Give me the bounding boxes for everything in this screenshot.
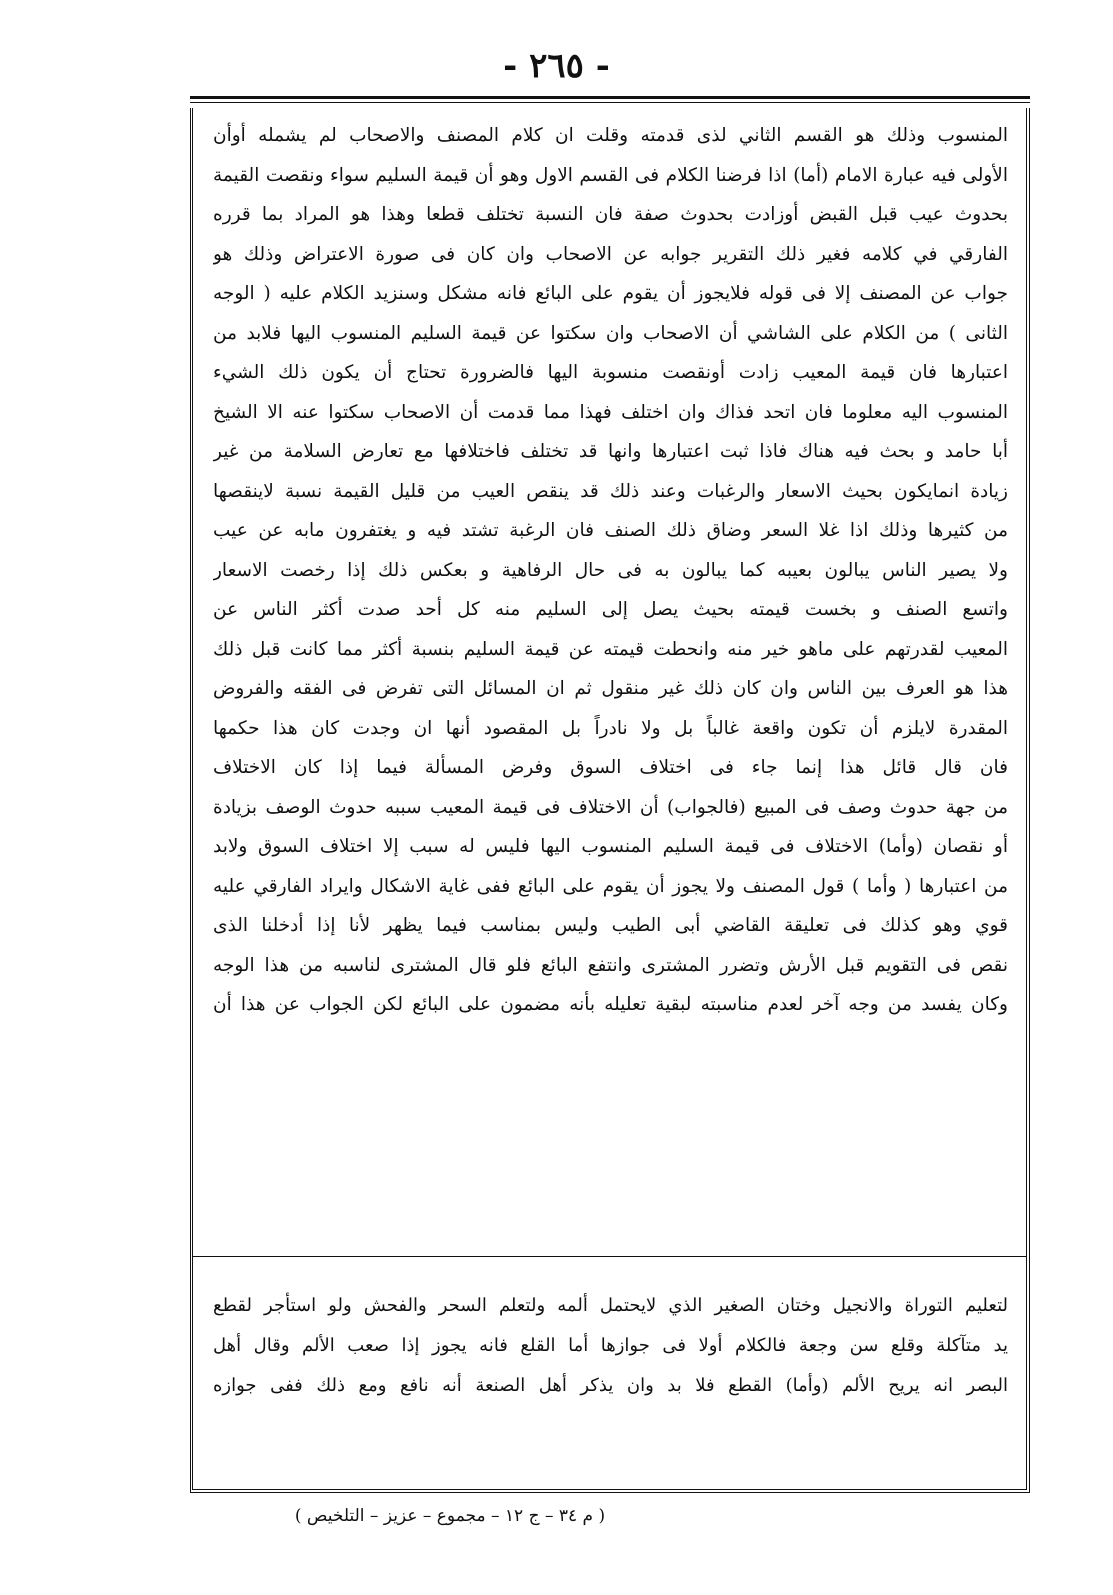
footnote-block xyxy=(213,1286,1008,1406)
main-text-block xyxy=(213,116,1008,1025)
header-rule-thin xyxy=(190,102,1030,103)
footnote-separator xyxy=(193,1256,1026,1257)
text-line: الفارقي في كلامه فغير ذلك التقرير جوابه عن الاصحاب وان كان فى صورة الاعتراض وذلك هو xyxy=(213,243,1008,265)
text-line: أو نقصان (وأما) الاختلاف فى قيمة السليم المنسوب اليها فليس له سبب إلا اختلاف السوق ولابد xyxy=(213,836,1008,857)
page-number: - ٢٦٥ - xyxy=(503,46,610,86)
text-line: زيادة انمايكون بحيث الاسعار والرغبات وعند ذلك قد ينقص العيب من قليل القيمة نسبة لاينقصها xyxy=(213,480,1008,502)
text-line: ولا يصير الناس يبالون بعيبه كما يبالون به فى حال الرفاهية و بعكس ذلك إذا رخصت الاسعار xyxy=(213,559,1008,581)
text-line: بحدوث عيب قبل القبض أوزادت بحدوث صفة فان النسبة تختلف قطعا وهذا هو المراد بما قرره xyxy=(213,204,1008,225)
text-line: وكان يفسد من وجه آخر لعدم مناسبته لبقية تعليله بأنه مضمون على البائع لكن الجواب عن هذا أن xyxy=(213,994,1008,1015)
footnote-line: لتعليم التوراة والانجيل وختان الصغير الذي لايحتمل ألمه ولتعلم السحر والفحش ولو استأجر لقطع xyxy=(213,1295,1008,1316)
printer-signature: ( م ٣٤ – ج ١٢ – مجموع – عزيز – التلخيص ) xyxy=(294,1506,606,1526)
text-line: المقدرة لايلزم أن تكون واقعة غالباً بل ولا نادراً بل المقصود أنها ان وجدت كان هذا حكمها xyxy=(213,717,1008,739)
text-line: فان قال قائل هذا إنما جاء فى اختلاف السوق وفرض المسألة فيما إذا كان الاختلاف xyxy=(213,757,1008,778)
footnote-line: يد متآكلة وقلع سن وجعة فالكلام أولا فى جوازها أما القلع فانه يجوز إذا صعب الألم وقال أهل xyxy=(213,1335,1008,1356)
text-line: واتسع الصنف و بخست قيمته بحيث يصل إلى السليم منه كل أحد صدت أكثر الناس عن xyxy=(213,599,1008,620)
text-line: المنسوب وذلك هو القسم الثاني لذى قدمته وقلت ان كلام المصنف والاصحاب لم يشمله أوأن xyxy=(213,125,1008,146)
text-line: الثانى ) من الكلام على الشاشي أن الاصحاب وان سكتوا عن قيمة السليم المنسوب اليها فلابد من xyxy=(213,322,1008,344)
text-line: قوي وهو كذلك فى تعليقة القاضي أبى الطيب وليس بمناسب فيما يظهر لأنا إذا أدخلنا الذى xyxy=(213,915,1008,936)
text-line: المنسوب اليه معلوما فان اتحد فذاك وان اختلف فهذا مما قدمت أن الاصحاب سكتوا عنه الا الشيخ xyxy=(213,401,1008,423)
text-line: المعيب لقدرتهم على ماهو خير منه وانحطت قيمته عن قيمة السليم بنسبة أكثر مما كانت قبل ذلك xyxy=(213,638,1008,660)
text-line: أبا حامد و بحث فيه هناك فاذا ثبت اعتبارها وانها قد تختلف فاختلافها مع تعارض السلامة من غير xyxy=(213,441,1008,462)
text-line: هذا هو العرف بين الناس وان كان ذلك غير منقول ثم ان المسائل التى تفرض فى الفقه والفروض xyxy=(213,678,1008,699)
text-frame xyxy=(190,108,1030,1493)
text-line: من جهة حدوث وصف فى المبيع (فالجواب) أن الاختلاف فى قيمة المعيب سببه حدوث الوصف بزيادة xyxy=(213,796,1008,818)
text-line: من اعتبارها ( وأما ) قول المصنف ولا يجوز أن يقوم على البائع ففى غاية الاشكال وايراد الفارقي عليه xyxy=(213,875,1008,897)
text-line: نقص فى التقويم قبل الأرش وتضرر المشترى وانتفع البائع فلو قال المشترى لناسبه من هذا الوجه xyxy=(213,954,1008,976)
text-line: جواب عن المصنف إلا فى قوله فلايجوز أن يقوم على البائع فانه مشكل وسنزيد الكلام عليه ( الوجه xyxy=(213,283,1008,304)
footnote-line: البصر انه يريح الألم (وأما) القطع فلا بد وان يذكر أهل الصنعة أنه نافع ومع ذلك ففى جوازه xyxy=(213,1375,1008,1396)
text-line: الأولى فيه عبارة الامام (أما) اذا فرضنا الكلام فى القسم الاول وهو أن قيمة السليم سواء ونقصت القيمة xyxy=(213,164,1008,186)
header-rule xyxy=(190,96,1030,99)
text-line: اعتبارها فان قيمة المعيب زادت أونقصت منسوبة اليها فالضرورة تحتاج أن يكون ذلك الشيء xyxy=(213,362,1008,383)
text-line: من كثيرها وذلك اذا غلا السعر وضاق ذلك الصنف فان الرغبة تشتد فيه و يغتفرون مابه عن عيب xyxy=(213,520,1008,541)
